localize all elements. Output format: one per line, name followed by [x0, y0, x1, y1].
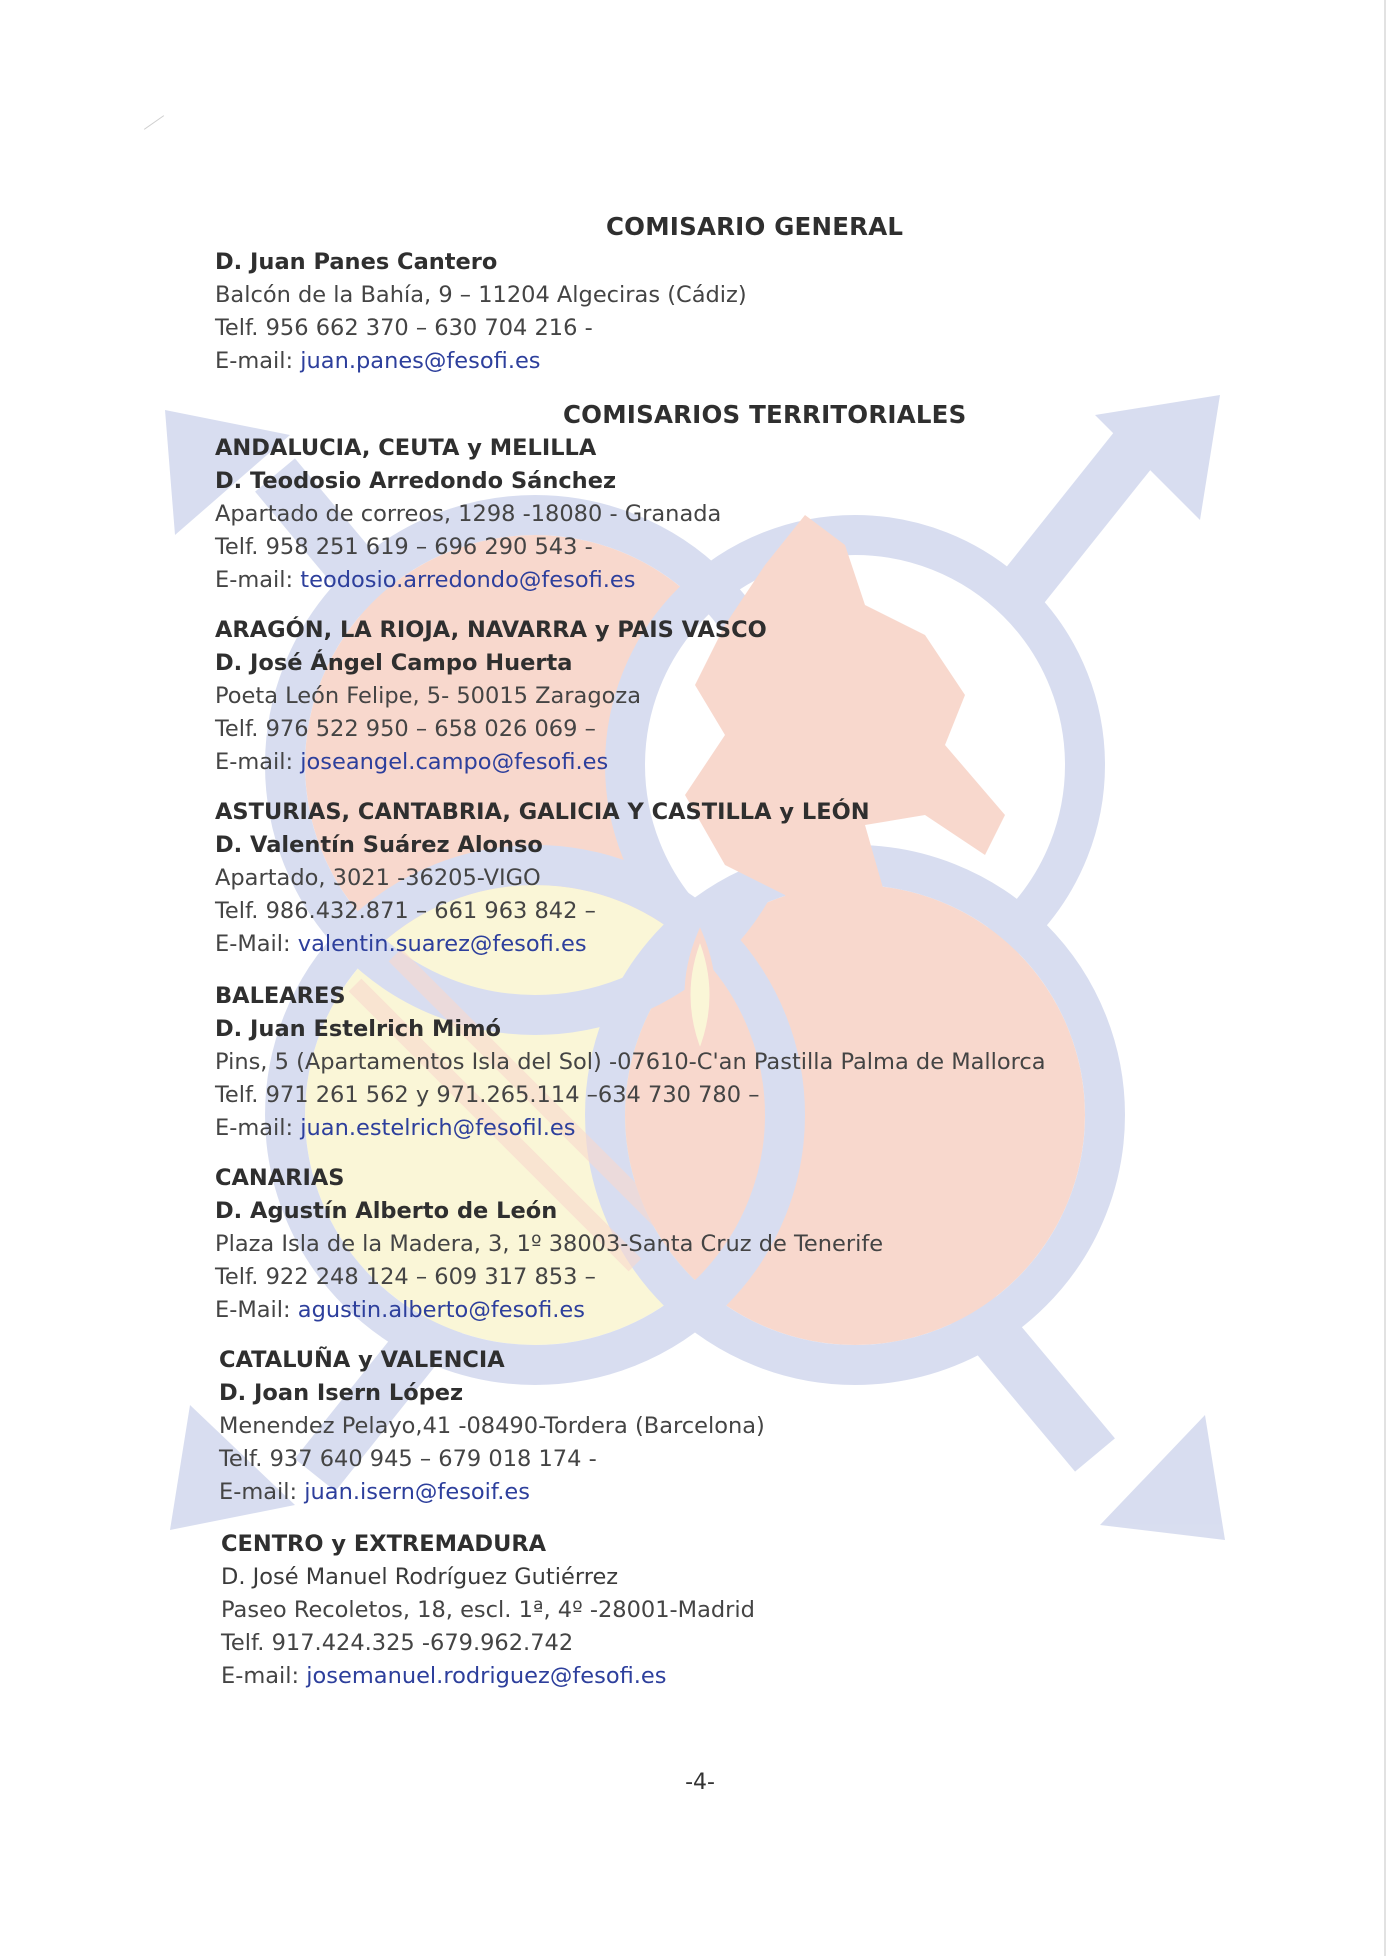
email-link[interactable]: juan.panes@fesofi.es [300, 348, 541, 374]
person-name: D. Valentín Suárez Alonso [215, 832, 543, 858]
page-number: -4- [685, 1770, 715, 1795]
person-name: D. Teodosio Arredondo Sánchez [215, 468, 617, 494]
region-name: CENTRO y EXTREMADURA [221, 1531, 547, 1557]
entry-baleares [215, 980, 1315, 1145]
address: Menendez Pelayo,41 -08490-Tordera (Barcelona) [219, 1413, 765, 1439]
email-line [215, 1294, 1315, 1327]
person-name: D. Joan Isern López [219, 1380, 464, 1406]
address: Apartado, 3021 -36205-VIGO [215, 865, 541, 891]
email-line [215, 928, 1315, 961]
entry-asturias [215, 796, 1315, 961]
entry-canarias [215, 1162, 1315, 1327]
email-link[interactable]: teodosio.arredondo@fesofi.es [300, 567, 636, 593]
phone: Telf. 937 640 945 – 679 018 174 - [219, 1446, 597, 1472]
email-label: E-mail: [215, 749, 301, 775]
email-link[interactable]: joseangel.campo@fesofi.es [300, 749, 609, 775]
email-label: E-Mail: [215, 931, 298, 957]
email-line [215, 345, 1315, 378]
region-name: CATALUÑA y VALENCIA [219, 1347, 505, 1373]
email-link[interactable]: agustin.alberto@fesofi.es [297, 1297, 585, 1323]
person-name: D. José Manuel Rodríguez Gutiérrez [221, 1564, 619, 1590]
entry-andalucia [215, 432, 1315, 597]
entry-centro [221, 1528, 1321, 1693]
region-name: ASTURIAS, CANTABRIA, GALICIA Y CASTILLA y LEÓN [215, 799, 870, 825]
region-name: ANDALUCIA, CEUTA y MELILLA [215, 435, 597, 461]
email-label: E-mail: [215, 348, 301, 374]
phone: Telf. 958 251 619 – 696 290 543 - [215, 534, 593, 560]
email-link[interactable]: josemanuel.rodriguez@fesofi.es [306, 1663, 667, 1689]
general-title: COMISARIO GENERAL [606, 212, 904, 241]
email-label: E-mail: [215, 567, 301, 593]
territorial-title: COMISARIOS TERRITORIALES [563, 400, 967, 429]
phone: Telf. 986.432.871 – 661 963 842 – [215, 898, 596, 924]
email-line [221, 1660, 1321, 1693]
address: Apartado de correos, 1298 -18080 - Granada [215, 501, 722, 527]
email-line [215, 564, 1315, 597]
phone: Telf. 917.424.325 -679.962.742 [221, 1630, 574, 1656]
region-name: ARAGÓN, LA RIOJA, NAVARRA y PAIS VASCO [215, 617, 767, 643]
email-line [215, 746, 1315, 779]
phone: Telf. 922 248 124 – 609 317 853 – [215, 1264, 596, 1290]
phone: Telf. 976 522 950 – 658 026 069 – [215, 716, 596, 742]
entry-aragon [215, 614, 1315, 779]
scan-mark [144, 115, 164, 130]
email-label: E-Mail: [215, 1297, 298, 1323]
address: Balcón de la Bahía, 9 – 11204 Algeciras (Cádiz) [215, 282, 747, 308]
person-name: D. Juan Panes Cantero [215, 249, 498, 275]
phone: Telf. 971 261 562 y 971.265.114 –634 730 780 – [215, 1082, 760, 1108]
email-line [215, 1112, 1315, 1145]
address: Paseo Recoletos, 18, escl. 1ª, 4º -28001-Madrid [221, 1597, 755, 1623]
phone: Telf. 956 662 370 – 630 704 216 - [215, 315, 593, 341]
address: Pins, 5 (Apartamentos Isla del Sol) -07610-C'an Pastilla Palma de Mallorca [215, 1049, 1046, 1075]
entry-cataluna [219, 1344, 1319, 1509]
email-label: E-mail: [219, 1479, 305, 1505]
email-label: E-mail: [215, 1115, 301, 1141]
email-line [219, 1476, 1319, 1509]
email-label: E-mail: [221, 1663, 307, 1689]
email-link[interactable]: juan.isern@fesoif.es [304, 1479, 530, 1505]
scan-edge [1384, 0, 1386, 1956]
address: Poeta León Felipe, 5- 50015 Zaragoza [215, 683, 641, 709]
person-name: D. José Ángel Campo Huerta [215, 650, 573, 676]
region-name: BALEARES [215, 983, 346, 1009]
address: Plaza Isla de la Madera, 3, 1º 38003-Santa Cruz de Tenerife [215, 1231, 884, 1257]
general-block [215, 246, 1315, 378]
person-name: D. Agustín Alberto de León [215, 1198, 558, 1224]
email-link[interactable]: juan.estelrich@fesofil.es [300, 1115, 576, 1141]
region-name: CANARIAS [215, 1165, 345, 1191]
email-link[interactable]: valentin.suarez@fesofi.es [297, 931, 587, 957]
person-name: D. Juan Estelrich Mimó [215, 1016, 501, 1042]
